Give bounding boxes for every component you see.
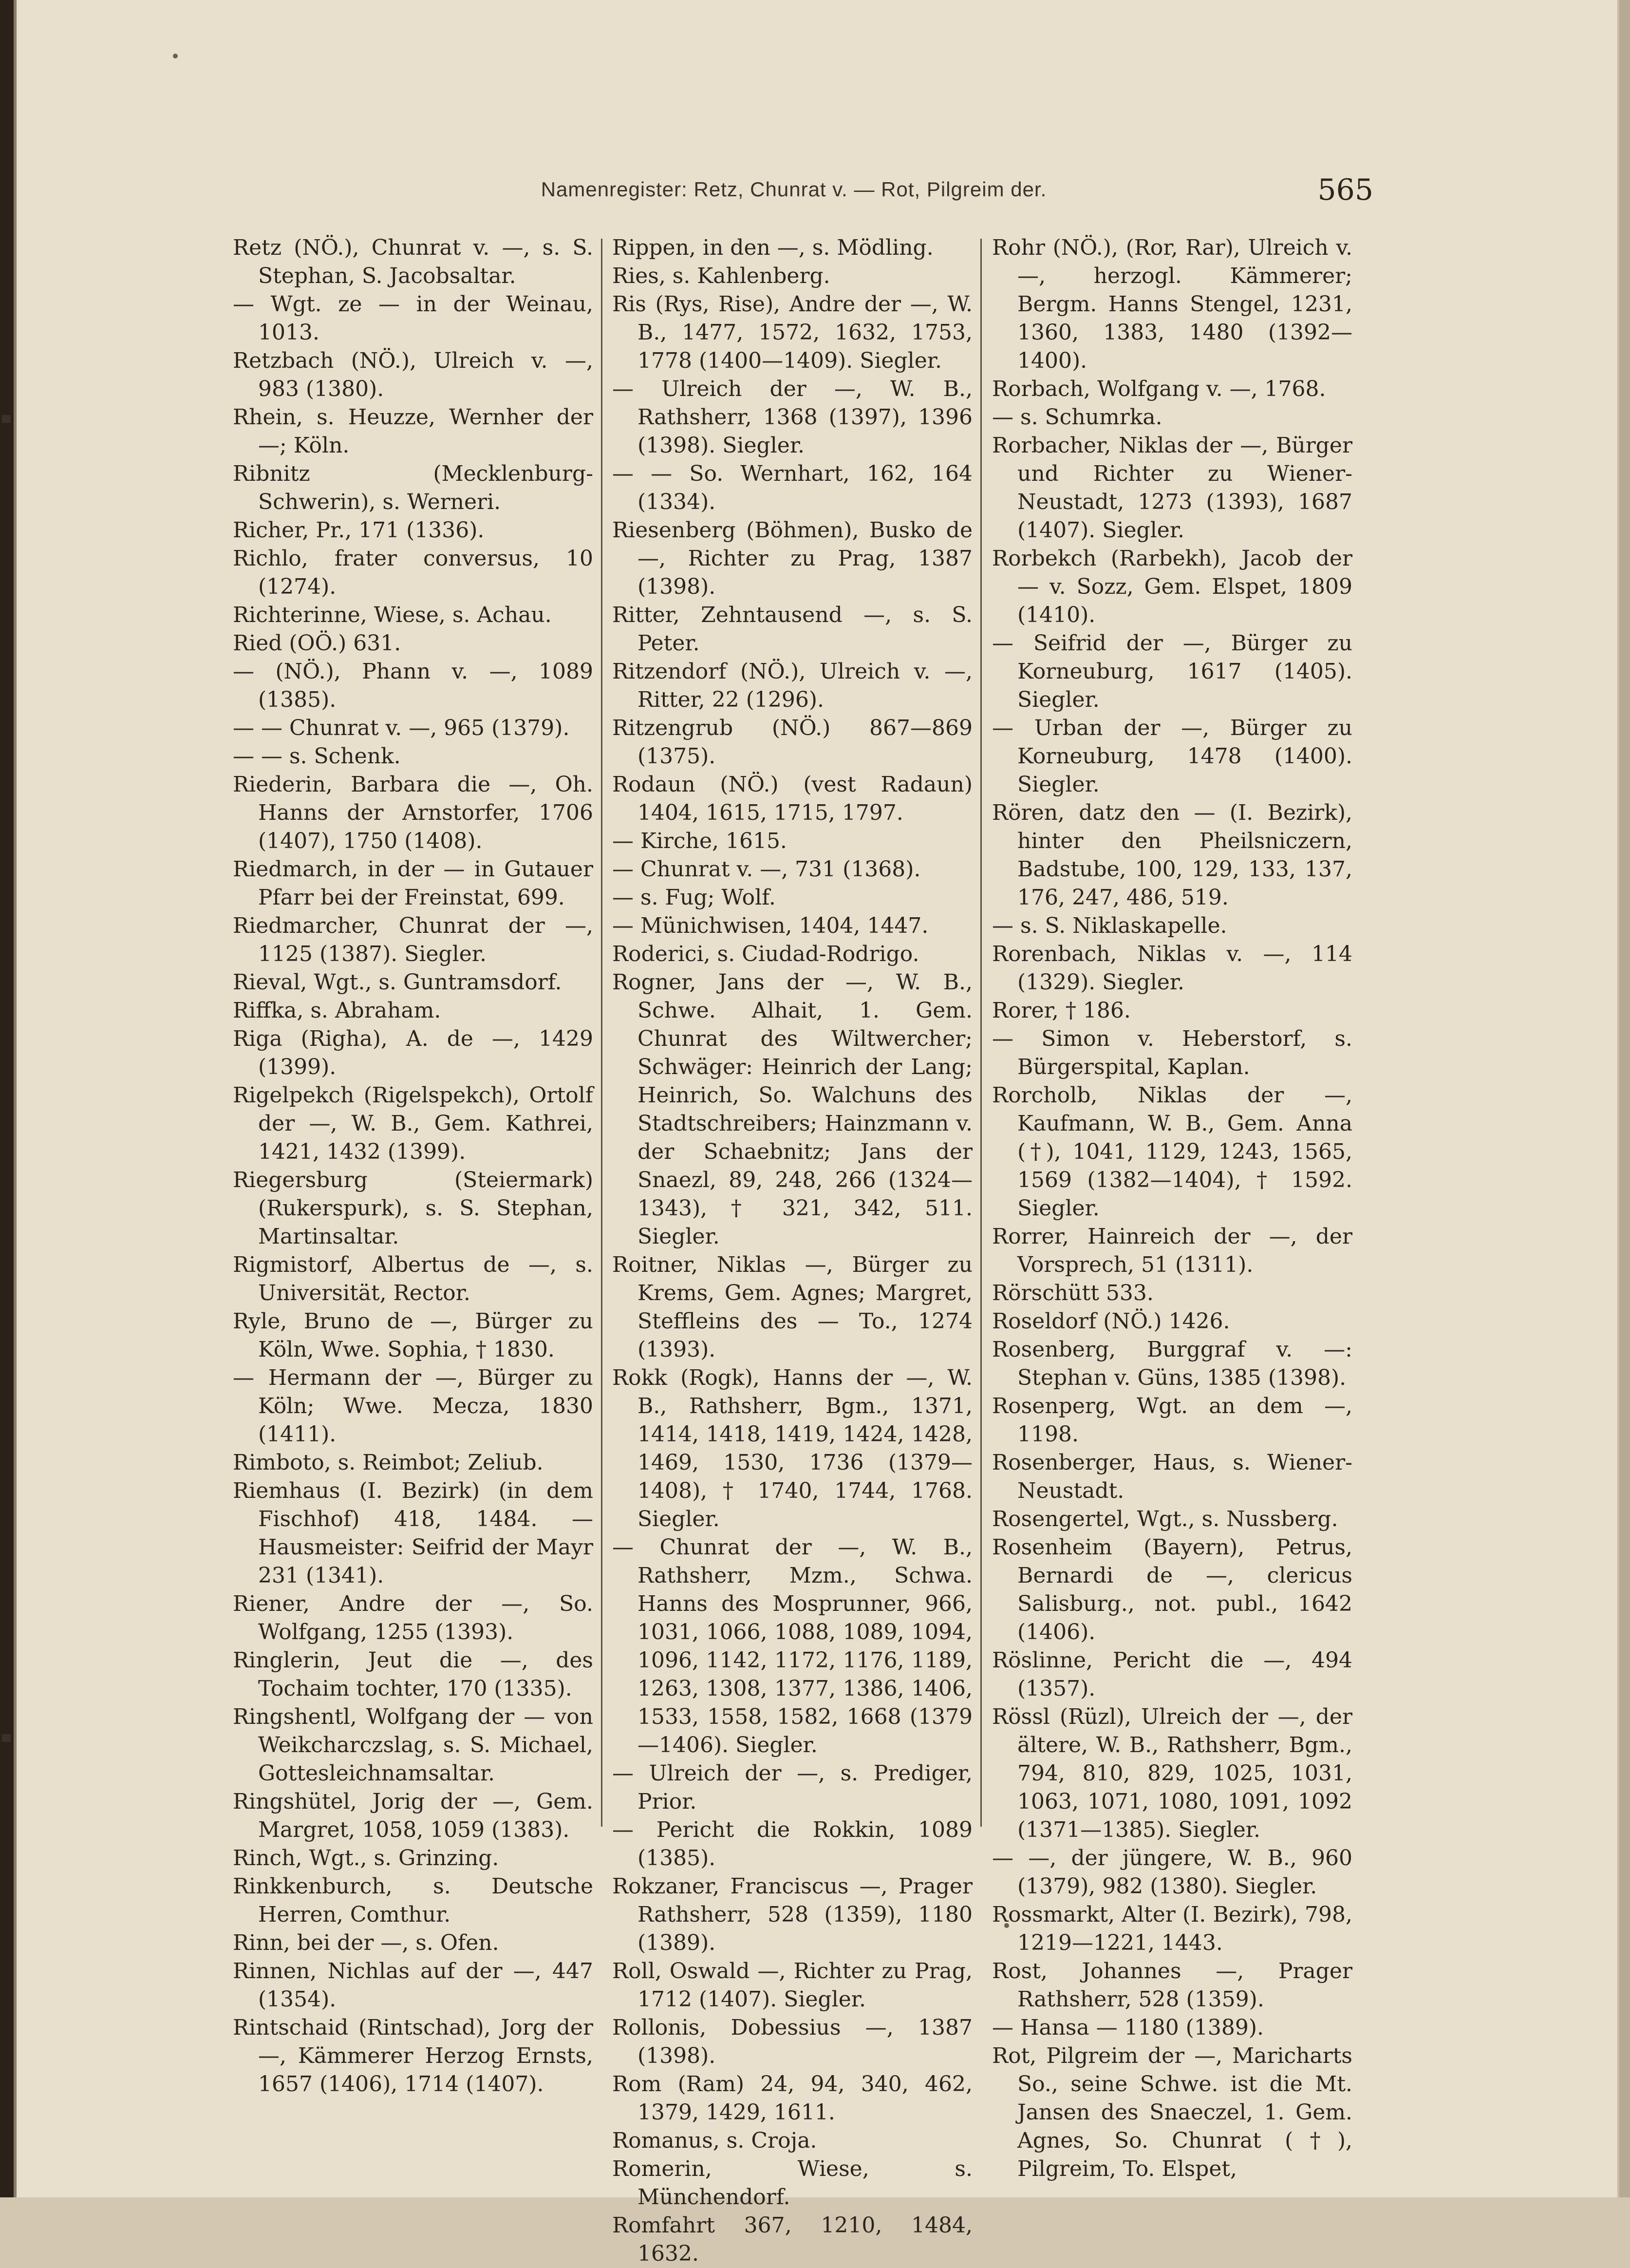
running-header: Namenregister: Retz, Chunrat v. — Rot, Pilgreim der. xyxy=(541,178,1047,201)
index-entry: Rinkkenburch, s. Deutsche Herren, Comthur. xyxy=(233,1874,593,1927)
index-entry: Rigelpekch (Rigelspekch), Ortolf der —, W. B., Gem. Kathrei, 1421, 1432 (1399). xyxy=(233,1083,593,1164)
index-entry: — Seifrid der —, Bürger zu Korneuburg, 1617 (1405). Siegler. xyxy=(992,631,1352,712)
index-entry: — Pericht die Rokkin, 1089 (1385). xyxy=(612,1817,973,1871)
index-entry: Riedmarch, in der — in Gutauer Pfarr bei der Freinstat, 699. xyxy=(233,857,593,910)
index-entry: — s. Fug; Wolf. xyxy=(612,885,776,910)
index-entry: Rokk (Rogk), Hanns der —, W. B., Rathsherr, Bgm., 1371, 1414, 1418, 1419, 1424, 1428, 1469, 1530, 1736 (1379—1408), † 1740, 1744, 1768. Siegler. xyxy=(612,1365,973,1531)
margin-mark xyxy=(2,415,11,423)
index-entry: Riener, Andre der —, So. Wolfgang, 1255 (1393). xyxy=(233,1591,593,1644)
index-entry: Riedmarcher, Chunrat der —, 1125 (1387). Siegler. xyxy=(233,913,593,966)
page-number: 565 xyxy=(1317,173,1373,207)
index-entry: Rintschaid (Rintschad), Jorg der —, Kämmerer Herzog Ernsts, 1657 (1406), 1714 (1407). xyxy=(233,2015,593,2097)
index-entry: — Simon v. Heberstorf, s. Bürgerspital, Kaplan. xyxy=(992,1026,1352,1079)
index-entry: Ritzengrub (NÖ.) 867—869 (1375). xyxy=(612,716,973,769)
index-entry: — Urban der —, Bürger zu Korneuburg, 1478 (1400). Siegler. xyxy=(992,716,1352,797)
index-entry: Rinch, Wgt., s. Grinzing. xyxy=(233,1846,499,1871)
index-entry: Riemhaus (I. Bezirk) (in dem Fischhof) 418, 1484. — Hausmeister: Seifrid der Mayr 231 (1341). xyxy=(233,1478,593,1588)
index-entry: Riederin, Barbara die —, Oh. Hanns der Arnstorfer, 1706 (1407), 1750 (1408). xyxy=(233,772,593,853)
index-entry: Rot, Pilgreim der —, Maricharts So., seine Schwe. ist die Mt. Jansen des Snaeczel, 1. Gem. Agnes, So. Chunrat (†), Pilgreim, To. Elspet, xyxy=(992,2043,1352,2181)
index-entry: Roll, Oswald —, Richter zu Prag, 1712 (1407). Siegler. xyxy=(612,1959,973,2012)
index-entry: Röslinne, Pericht die —, 494 (1357). xyxy=(992,1648,1352,1701)
index-entry: Rosenperg, Wgt. an dem —, 1198. xyxy=(992,1394,1352,1447)
index-entry: Romerin, Wiese, s. Münchendorf. xyxy=(612,2156,973,2210)
index-column-1 xyxy=(233,234,593,2098)
index-entry: Rosenberger, Haus, s. Wiener-Neustadt. xyxy=(992,1450,1352,1503)
index-entry: Retzbach (NÖ.), Ulreich v. —, 983 (1380). xyxy=(233,348,593,401)
index-entry: — Hansa — 1180 (1389). xyxy=(992,2015,1264,2040)
index-entry: Rörschütt 533. xyxy=(992,1281,1154,1305)
index-entry: Rieval, Wgt., s. Guntramsdorf. xyxy=(233,970,562,995)
index-entry: Rhein, s. Heuzze, Wernher der —; Köln. xyxy=(233,405,593,458)
index-entry: Ried (OÖ.) 631. xyxy=(233,631,401,656)
index-column-2 xyxy=(612,234,973,2268)
index-entry: Romfahrt 367, 1210, 1484, 1632. xyxy=(612,2213,973,2266)
index-entry: Rimboto, s. Reimbot; Zeliub. xyxy=(233,1450,543,1475)
page-edge xyxy=(1617,0,1630,2197)
index-entry: Rosenheim (Bayern), Petrus, Bernardi de —, clericus Salisburg., not. publ., 1642 (1406). xyxy=(992,1535,1352,1644)
column-rule xyxy=(601,239,602,1827)
index-entry: Rost, Johannes —, Prager Rathsherr, 528 (1359). xyxy=(992,1959,1352,2012)
index-entry: Rorbekch (Rarbekh), Jacob der — v. Sozz, Gem. Elspet, 1809 (1410). xyxy=(992,546,1352,627)
index-entry: Rollonis, Dobessius —, 1387 (1398). xyxy=(612,2015,973,2068)
column-rule xyxy=(980,239,982,1827)
index-entry: Riffka, s. Abraham. xyxy=(233,998,441,1023)
index-entry: Rosengertel, Wgt., s. Nussberg. xyxy=(992,1507,1338,1531)
index-entry: Rinn, bei der —, s. Ofen. xyxy=(233,1930,499,1955)
index-entry: Rorenbach, Niklas v. —, 114 (1329). Siegler. xyxy=(992,942,1352,995)
index-entry: — (NÖ.), Phann v. —, 1089 (1385). xyxy=(233,659,593,712)
index-entry: — Hermann der —, Bürger zu Köln; Wwe. Mecza, 1830 (1411). xyxy=(233,1365,593,1447)
index-entry: — Wgt. ze — in der Weinau, 1013. xyxy=(233,292,593,345)
index-entry: Rorbach, Wolfgang v. —, 1768. xyxy=(992,377,1326,401)
margin-mark xyxy=(2,1734,11,1742)
index-entry: Rorrer, Hainreich der —, der Vorsprech, 51 (1311). xyxy=(992,1224,1352,1277)
index-entry: Roseldorf (NÖ.) 1426. xyxy=(992,1309,1230,1334)
index-entry: Roitner, Niklas —, Bürger zu Krems, Gem. Agnes; Margret, Steffleins des — To., 1274 (1393). xyxy=(612,1252,973,1362)
index-entry: Rinnen, Nichlas auf der —, 447 (1354). xyxy=(233,1959,593,2012)
index-entry: Ringshentl, Wolfgang der — von Weikcharczslag, s. S. Michael, Gottesleichnamsaltar. xyxy=(233,1704,593,1786)
index-entry: Rössl (Rüzl), Ulreich der —, der ältere, W. B., Rathsherr, Bgm., 794, 810, 829, 1025, 1031, 1063, 1071, 1080, 1091, 1092 (1371—1385). Siegler. xyxy=(992,1704,1352,1842)
index-entry: Rom (Ram) 24, 94, 340, 462, 1379, 1429, 1611. xyxy=(612,2072,973,2125)
index-entry: Romanus, s. Croja. xyxy=(612,2128,817,2153)
index-entry: Retz (NÖ.), Chunrat v. —, s. S. Stephan, S. Jacobsaltar. xyxy=(233,235,593,288)
index-entry: Ribnitz (Mecklenburg-Schwerin), s. Werneri. xyxy=(233,461,593,514)
index-entry: Rorer, † 186. xyxy=(992,998,1131,1023)
index-entry: Richlo, frater conversus, 10 (1274). xyxy=(233,546,593,599)
book-spine xyxy=(0,0,17,2197)
index-entry: Rossmarkt, Alter (I. Bezirk), 798, 1219—1221, 1443. xyxy=(992,1902,1352,1955)
index-entry: — Chunrat v. —, 731 (1368). xyxy=(612,857,921,882)
index-entry: — Ulreich der —, W. B., Rathsherr, 1368 (1397), 1396 (1398). Siegler. xyxy=(612,377,973,458)
index-entry: Richer, Pr., 171 (1336). xyxy=(233,518,485,543)
index-entry: Ringlerin, Jeut die —, des Tochaim tochter, 170 (1335). xyxy=(233,1648,593,1701)
index-entry: — Kirche, 1615. xyxy=(612,829,787,853)
index-entry: Ries, s. Kahlenberg. xyxy=(612,264,830,288)
index-entry: Ryle, Bruno de —, Bürger zu Köln, Wwe. Sophia, † 1830. xyxy=(233,1309,593,1362)
index-entry: Ris (Rys, Rise), Andre der —, W. B., 1477, 1572, 1632, 1753, 1778 (1400—1409). Siegler. xyxy=(612,292,973,373)
paper-speck xyxy=(173,54,178,58)
index-entry: — Münichwisen, 1404, 1447. xyxy=(612,913,929,938)
index-entry: — Chunrat der —, W. B., Rathsherr, Mzm., Schwa. Hanns des Mosprunner, 966, 1031, 1066, 1088, 1089, 1094, 1096, 1142, 1172, 1176, 1189, 1263, 1308, 1377, 1386, 1406, 1533, 1558, 1582, 1668 (1379—1406). Siegler. xyxy=(612,1535,973,1758)
index-entry: Riesenberg (Böhmen), Busko de —, Richter zu Prag, 1387 (1398). xyxy=(612,518,973,599)
index-entry: Rohr (NÖ.), (Ror, Rar), Ulreich v. —, herzogl. Kämmerer; Bergm. Hanns Stengel, 1231, 1360, 1383, 1480 (1392—1400). xyxy=(992,235,1352,373)
index-entry: Richterinne, Wiese, s. Achau. xyxy=(233,603,552,627)
index-column-3 xyxy=(992,234,1352,2183)
index-entry: Rören, datz den — (I. Bezirk), hinter den Pheilsniczern, Badstube, 100, 129, 133, 137, 176, 247, 486, 519. xyxy=(992,800,1352,910)
index-entry: — Ulreich der —, s. Prediger, Prior. xyxy=(612,1761,973,1814)
index-entry: — —, der jüngere, W. B., 960 (1379), 982 (1380). Siegler. xyxy=(992,1846,1352,1899)
index-entry: Rogner, Jans der —, W. B., Schwe. Alhait, 1. Gem. Chunrat des Wiltwercher; Schwäger: Heinrich der Lang; Heinrich, So. Walchuns des Stadtschreibers; Hainzmann v. der Schaebnitz; Jans der Snaezl, 89, 248, 266 (1324—1343), † 321, 342, 511. Siegler. xyxy=(612,970,973,1249)
index-entry: Rippen, in den —, s. Mödling. xyxy=(612,235,934,260)
index-entry: Rodaun (NÖ.) (vest Radaun) 1404, 1615, 1715, 1797. xyxy=(612,772,973,825)
index-entry: Ritter, Zehntausend —, s. S. Peter. xyxy=(612,603,973,656)
index-entry: Ringshütel, Jorig der —, Gem. Margret, 1058, 1059 (1383). xyxy=(233,1789,593,1842)
index-entry: Riga (Righa), A. de —, 1429 (1399). xyxy=(233,1026,593,1079)
index-entry: Rokzaner, Franciscus —, Prager Rathsherr, 528 (1359), 1180 (1389). xyxy=(612,1874,973,1955)
index-entry: Rorbacher, Niklas der —, Bürger und Richter zu Wiener-Neustadt, 1273 (1393), 1687 (1407). Siegler. xyxy=(992,433,1352,543)
index-entry: Rosenberg, Burggraf v. —: Stephan v. Güns, 1385 (1398). xyxy=(992,1337,1352,1390)
index-entry: — s. S. Niklaskapelle. xyxy=(992,913,1227,938)
index-entry: — — s. Schenk. xyxy=(233,744,401,769)
index-entry: — — So. Wernhart, 162, 164 (1334). xyxy=(612,461,973,514)
index-entry: Riegersburg (Steiermark) (Rukerspurk), s. S. Stephan, Martinsaltar. xyxy=(233,1168,593,1249)
index-entry: Rigmistorf, Albertus de —, s. Universität, Rector. xyxy=(233,1252,593,1305)
index-entry: — s. Schumrka. xyxy=(992,405,1162,430)
index-entry: — — Chunrat v. —, 965 (1379). xyxy=(233,716,570,740)
index-entry: Rorcholb, Niklas der —, Kaufmann, W. B., Gem. Anna (†), 1041, 1129, 1243, 1565, 1569 (1382—1404), † 1592. Siegler. xyxy=(992,1083,1352,1221)
index-entry: Roderici, s. Ciudad-Rodrigo. xyxy=(612,942,919,966)
index-entry: Ritzendorf (NÖ.), Ulreich v. —, Ritter, 22 (1296). xyxy=(612,659,973,712)
